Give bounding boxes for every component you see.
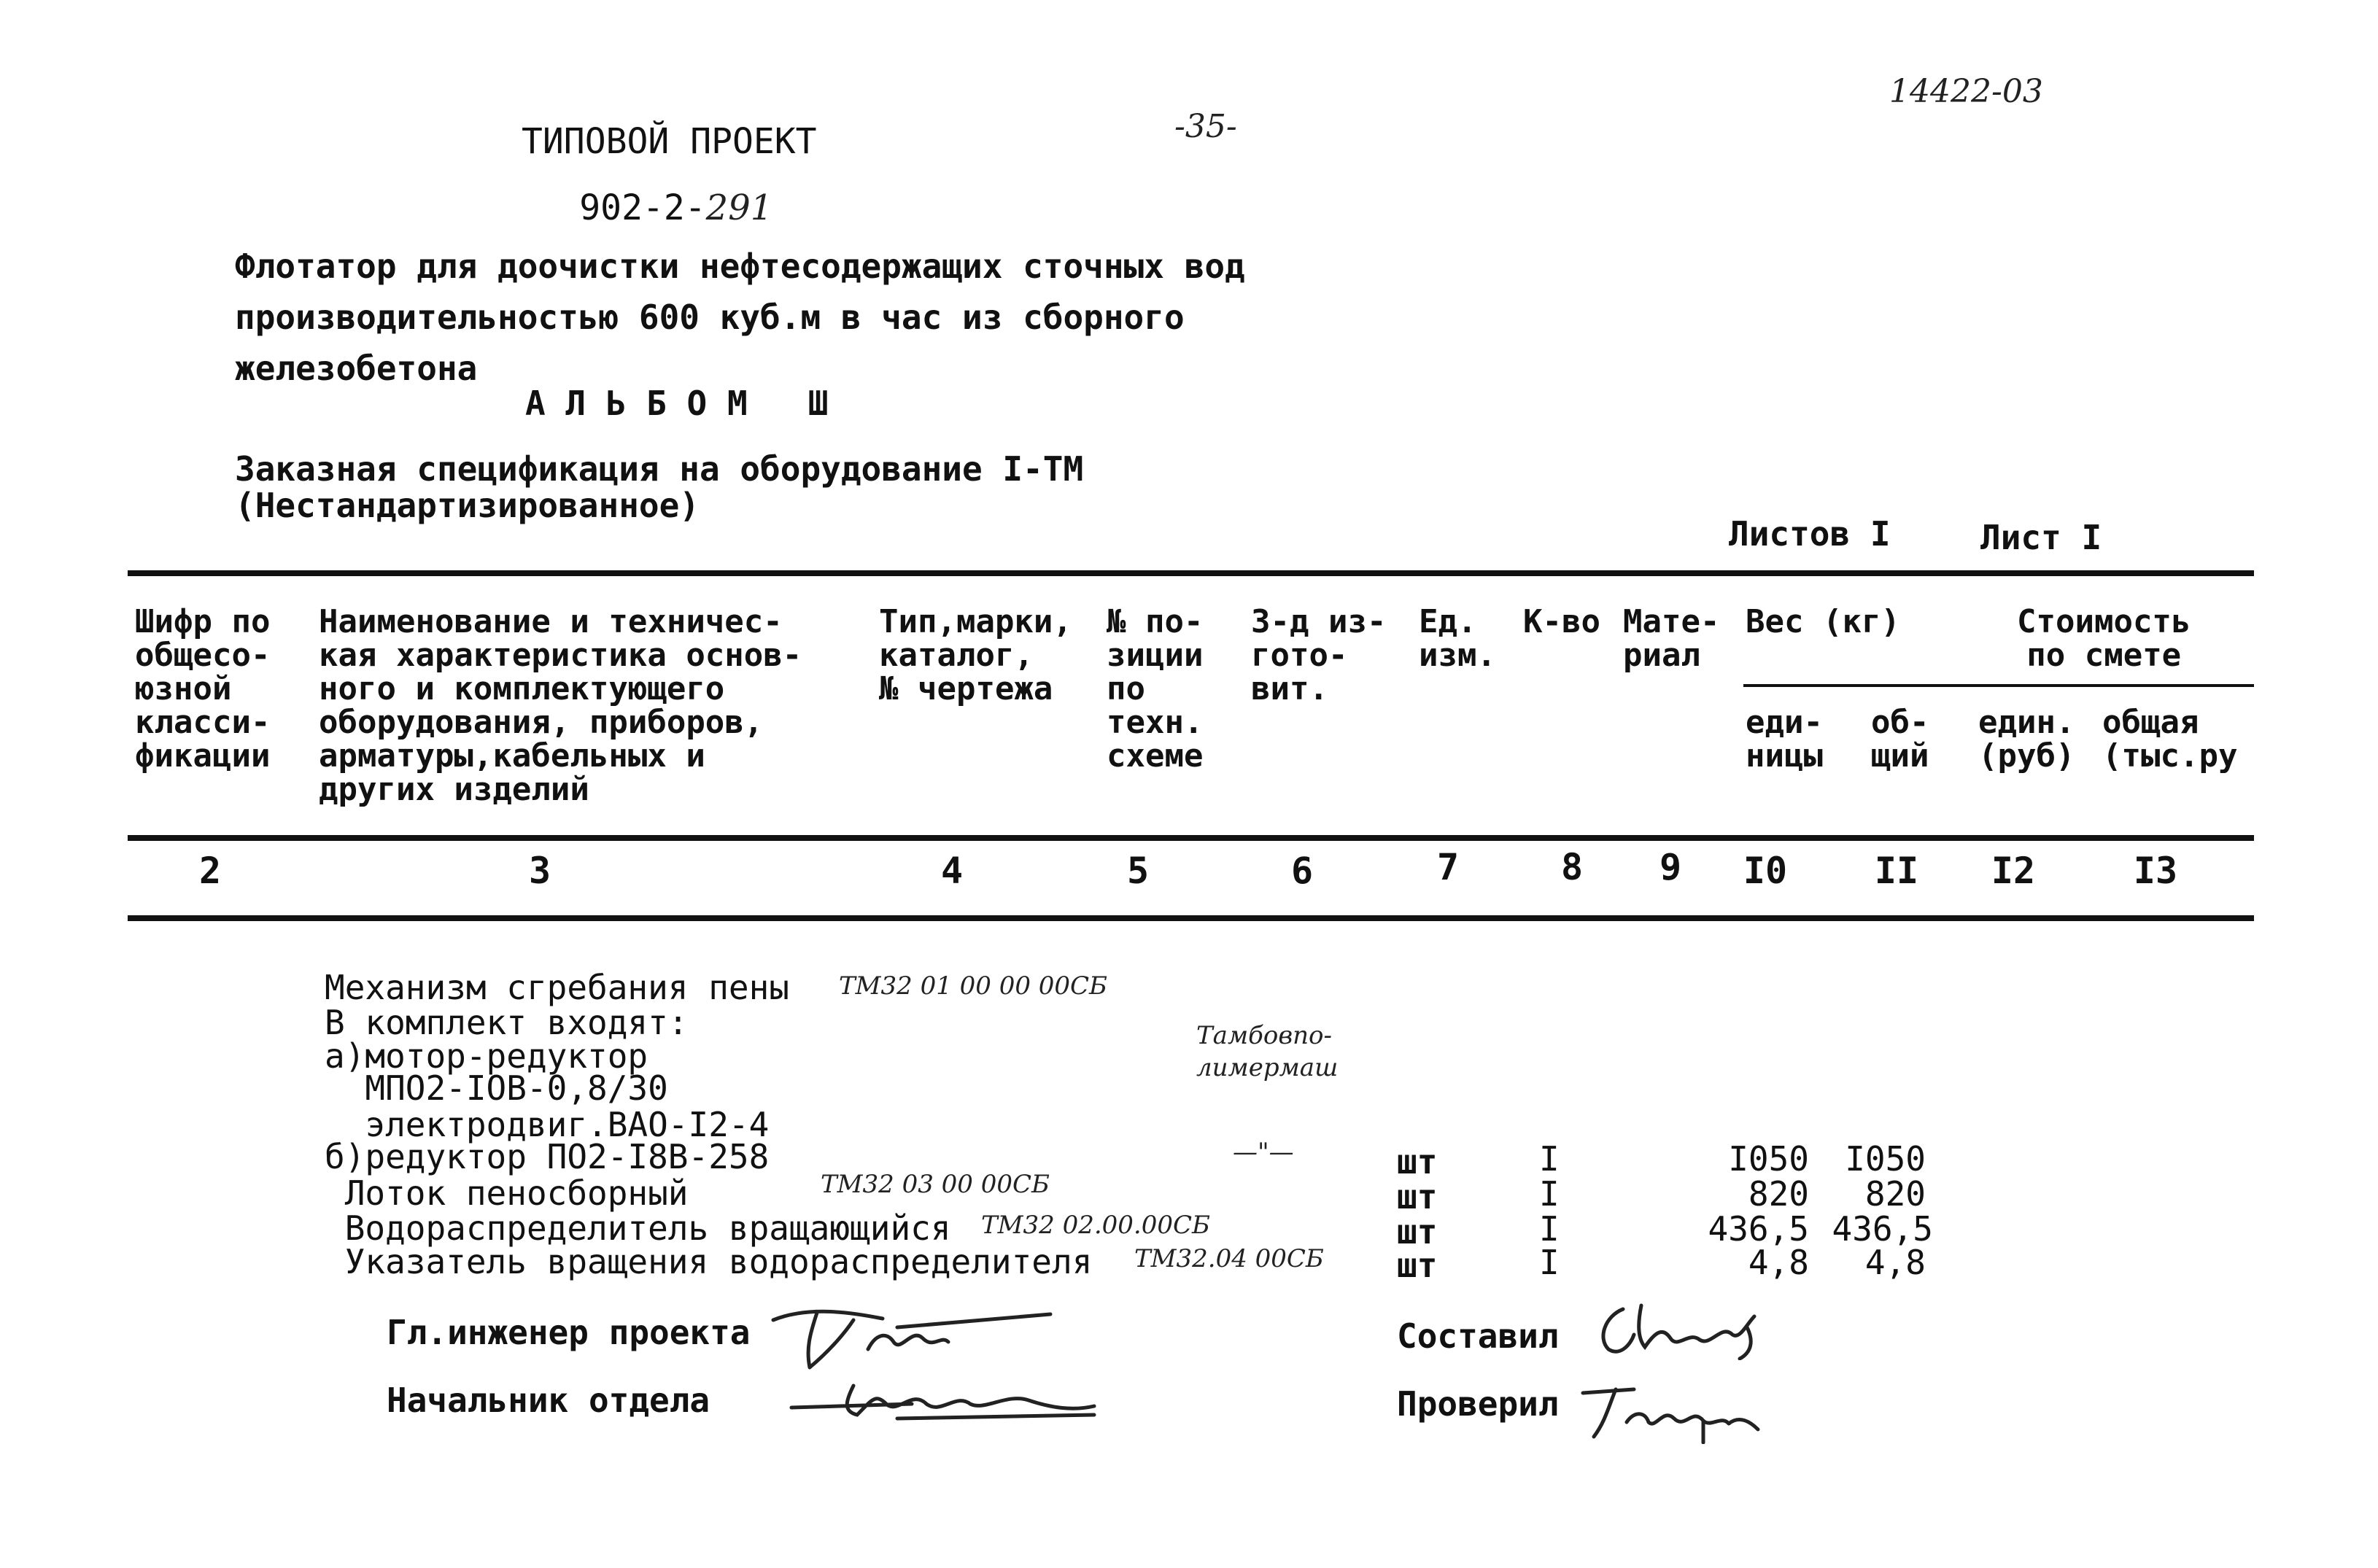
weight-unit-cell: 820 xyxy=(1748,1174,1809,1214)
compiled-signature xyxy=(1590,1295,1780,1360)
header-position: № по- зиции по техн. схеме xyxy=(1107,603,1204,775)
table-top-rule xyxy=(128,570,2254,576)
header-quantity: К-во xyxy=(1523,603,1600,640)
header-weight-group: Вес (кг) xyxy=(1746,603,1900,640)
column-number: I0 xyxy=(1743,850,1788,892)
header-unit: Ед. изм. xyxy=(1419,603,1496,674)
ditto-mark: —"— xyxy=(1233,1138,1294,1167)
unit-cell: шт xyxy=(1397,1246,1438,1285)
header-cost-group: Стоимость по смете xyxy=(2017,603,2191,674)
qty-cell: I xyxy=(1539,1174,1560,1214)
spec-title-line-1: Заказная спецификация на оборудование I-ТМ xyxy=(235,449,1084,489)
numbers-bottom-rule xyxy=(128,915,2254,921)
qty-cell: I xyxy=(1539,1243,1560,1282)
column-number: 2 xyxy=(198,850,222,892)
maker-note: Тамбовпо- лимермаш xyxy=(1196,1021,1339,1082)
list-item: а)мотор-редуктор xyxy=(325,1036,648,1076)
header-type-catalog: Тип,марки, каталог, № чертежа xyxy=(879,603,1072,707)
drawing-number: ТМ32.04 00СБ xyxy=(1134,1244,1324,1273)
project-label: ТИПОВОЙ ПРОЕКТ xyxy=(522,121,817,162)
table-row: б)редуктор ПО2-I8В-258 xyxy=(325,1137,770,1176)
column-number: 8 xyxy=(1560,846,1584,888)
column-number: II xyxy=(1874,850,1919,892)
drawing-number: ТМ32 03 00 00СБ xyxy=(821,1170,1050,1199)
qty-cell: I xyxy=(1539,1209,1560,1249)
sheet-current: Лист I xyxy=(1980,518,2102,557)
unit-cell: шт xyxy=(1397,1142,1438,1181)
list-item: электродвиг.ВАО-I2-4 xyxy=(325,1105,770,1144)
list-item: МПО2-IОВ-0,8/30 xyxy=(325,1068,668,1108)
list-item: В комплект входят: xyxy=(325,1003,689,1042)
table-row: Указатель вращения водораспределителя xyxy=(325,1242,1093,1281)
column-number: 6 xyxy=(1290,850,1314,892)
checked-signature xyxy=(1576,1378,1794,1444)
header-classification-code: Шифр по общесо- юзной класси- фикации xyxy=(135,603,271,775)
drawing-number: ТМ32 01 00 00 00СБ xyxy=(839,971,1108,1001)
weight-total-cell: 436,5 xyxy=(1832,1209,1933,1249)
album-title: А Л Ь Б О М Ш xyxy=(525,384,829,423)
column-number: 3 xyxy=(528,850,551,892)
column-number: 7 xyxy=(1436,846,1460,888)
header-bottom-rule xyxy=(128,835,2254,841)
sheets-total: Листов I xyxy=(1729,514,1891,554)
weight-total-cell: 4,8 xyxy=(1864,1243,1926,1282)
column-number: 9 xyxy=(1659,846,1682,888)
drawing-number: ТМ32 02.00.00СБ xyxy=(981,1211,1210,1240)
chief-engineer-label: Гл.инженер проекта xyxy=(387,1313,751,1352)
weight-cost-subrule xyxy=(1743,684,2254,687)
header-manufacturer: З-д из- гото- вит. xyxy=(1251,603,1387,707)
unit-cell: шт xyxy=(1397,1177,1438,1216)
weight-total-cell: I050 xyxy=(1845,1139,1926,1179)
description-line-3: железобетона xyxy=(235,349,478,388)
column-number: I2 xyxy=(1991,850,2036,892)
qty-cell: I xyxy=(1539,1139,1560,1179)
header-material: Мате- риал xyxy=(1623,603,1720,674)
column-number: 4 xyxy=(940,850,964,892)
header-weight-total: об- щий xyxy=(1871,704,1929,775)
header-cost-total: общая (тыс.ру xyxy=(2102,704,2238,775)
list-item: Механизм сгребания пены xyxy=(325,968,789,1007)
project-number-handwritten: 291 xyxy=(705,187,773,228)
head-dept-label: Начальник отдела xyxy=(387,1381,710,1420)
description-line-2: производительностью 600 куб.м в час из сборного xyxy=(235,298,1185,337)
spec-title-line-2: (Нестандартизированное) xyxy=(235,486,700,525)
header-cost-unit: един. (руб) xyxy=(1978,704,2075,775)
checked-label: Проверил xyxy=(1397,1384,1559,1424)
weight-unit-cell: I050 xyxy=(1728,1139,1809,1179)
head-dept-signature xyxy=(788,1371,1109,1429)
column-number: I3 xyxy=(2133,850,2178,892)
header-weight-unit: еди- ницы xyxy=(1746,704,1823,775)
column-number: 5 xyxy=(1126,850,1150,892)
compiled-label: Составил xyxy=(1397,1316,1559,1356)
unit-cell: шт xyxy=(1397,1212,1438,1251)
project-number-printed: 902-2- xyxy=(579,187,706,228)
chief-engineer-signature xyxy=(766,1298,1072,1378)
document-number: 14422-03 xyxy=(1889,73,2043,110)
weight-total-cell: 820 xyxy=(1864,1174,1926,1214)
weight-unit-cell: 4,8 xyxy=(1748,1243,1809,1282)
header-name-description: Наименование и техничес- кая характеристика основ- ного и комплектующего оборудования, приборов, арматуры,кабельных и других изделий xyxy=(319,603,802,808)
page-number: -35- xyxy=(1174,108,1237,145)
description-line-1: Флотатор для доочистки нефтесодержащих сточных вод xyxy=(235,247,1245,286)
weight-unit-cell: 436,5 xyxy=(1708,1209,1809,1249)
table-row: Лоток пеносборный xyxy=(325,1173,689,1213)
table-row: Водораспределитель вращающийся xyxy=(325,1208,951,1248)
project-number xyxy=(565,174,772,228)
